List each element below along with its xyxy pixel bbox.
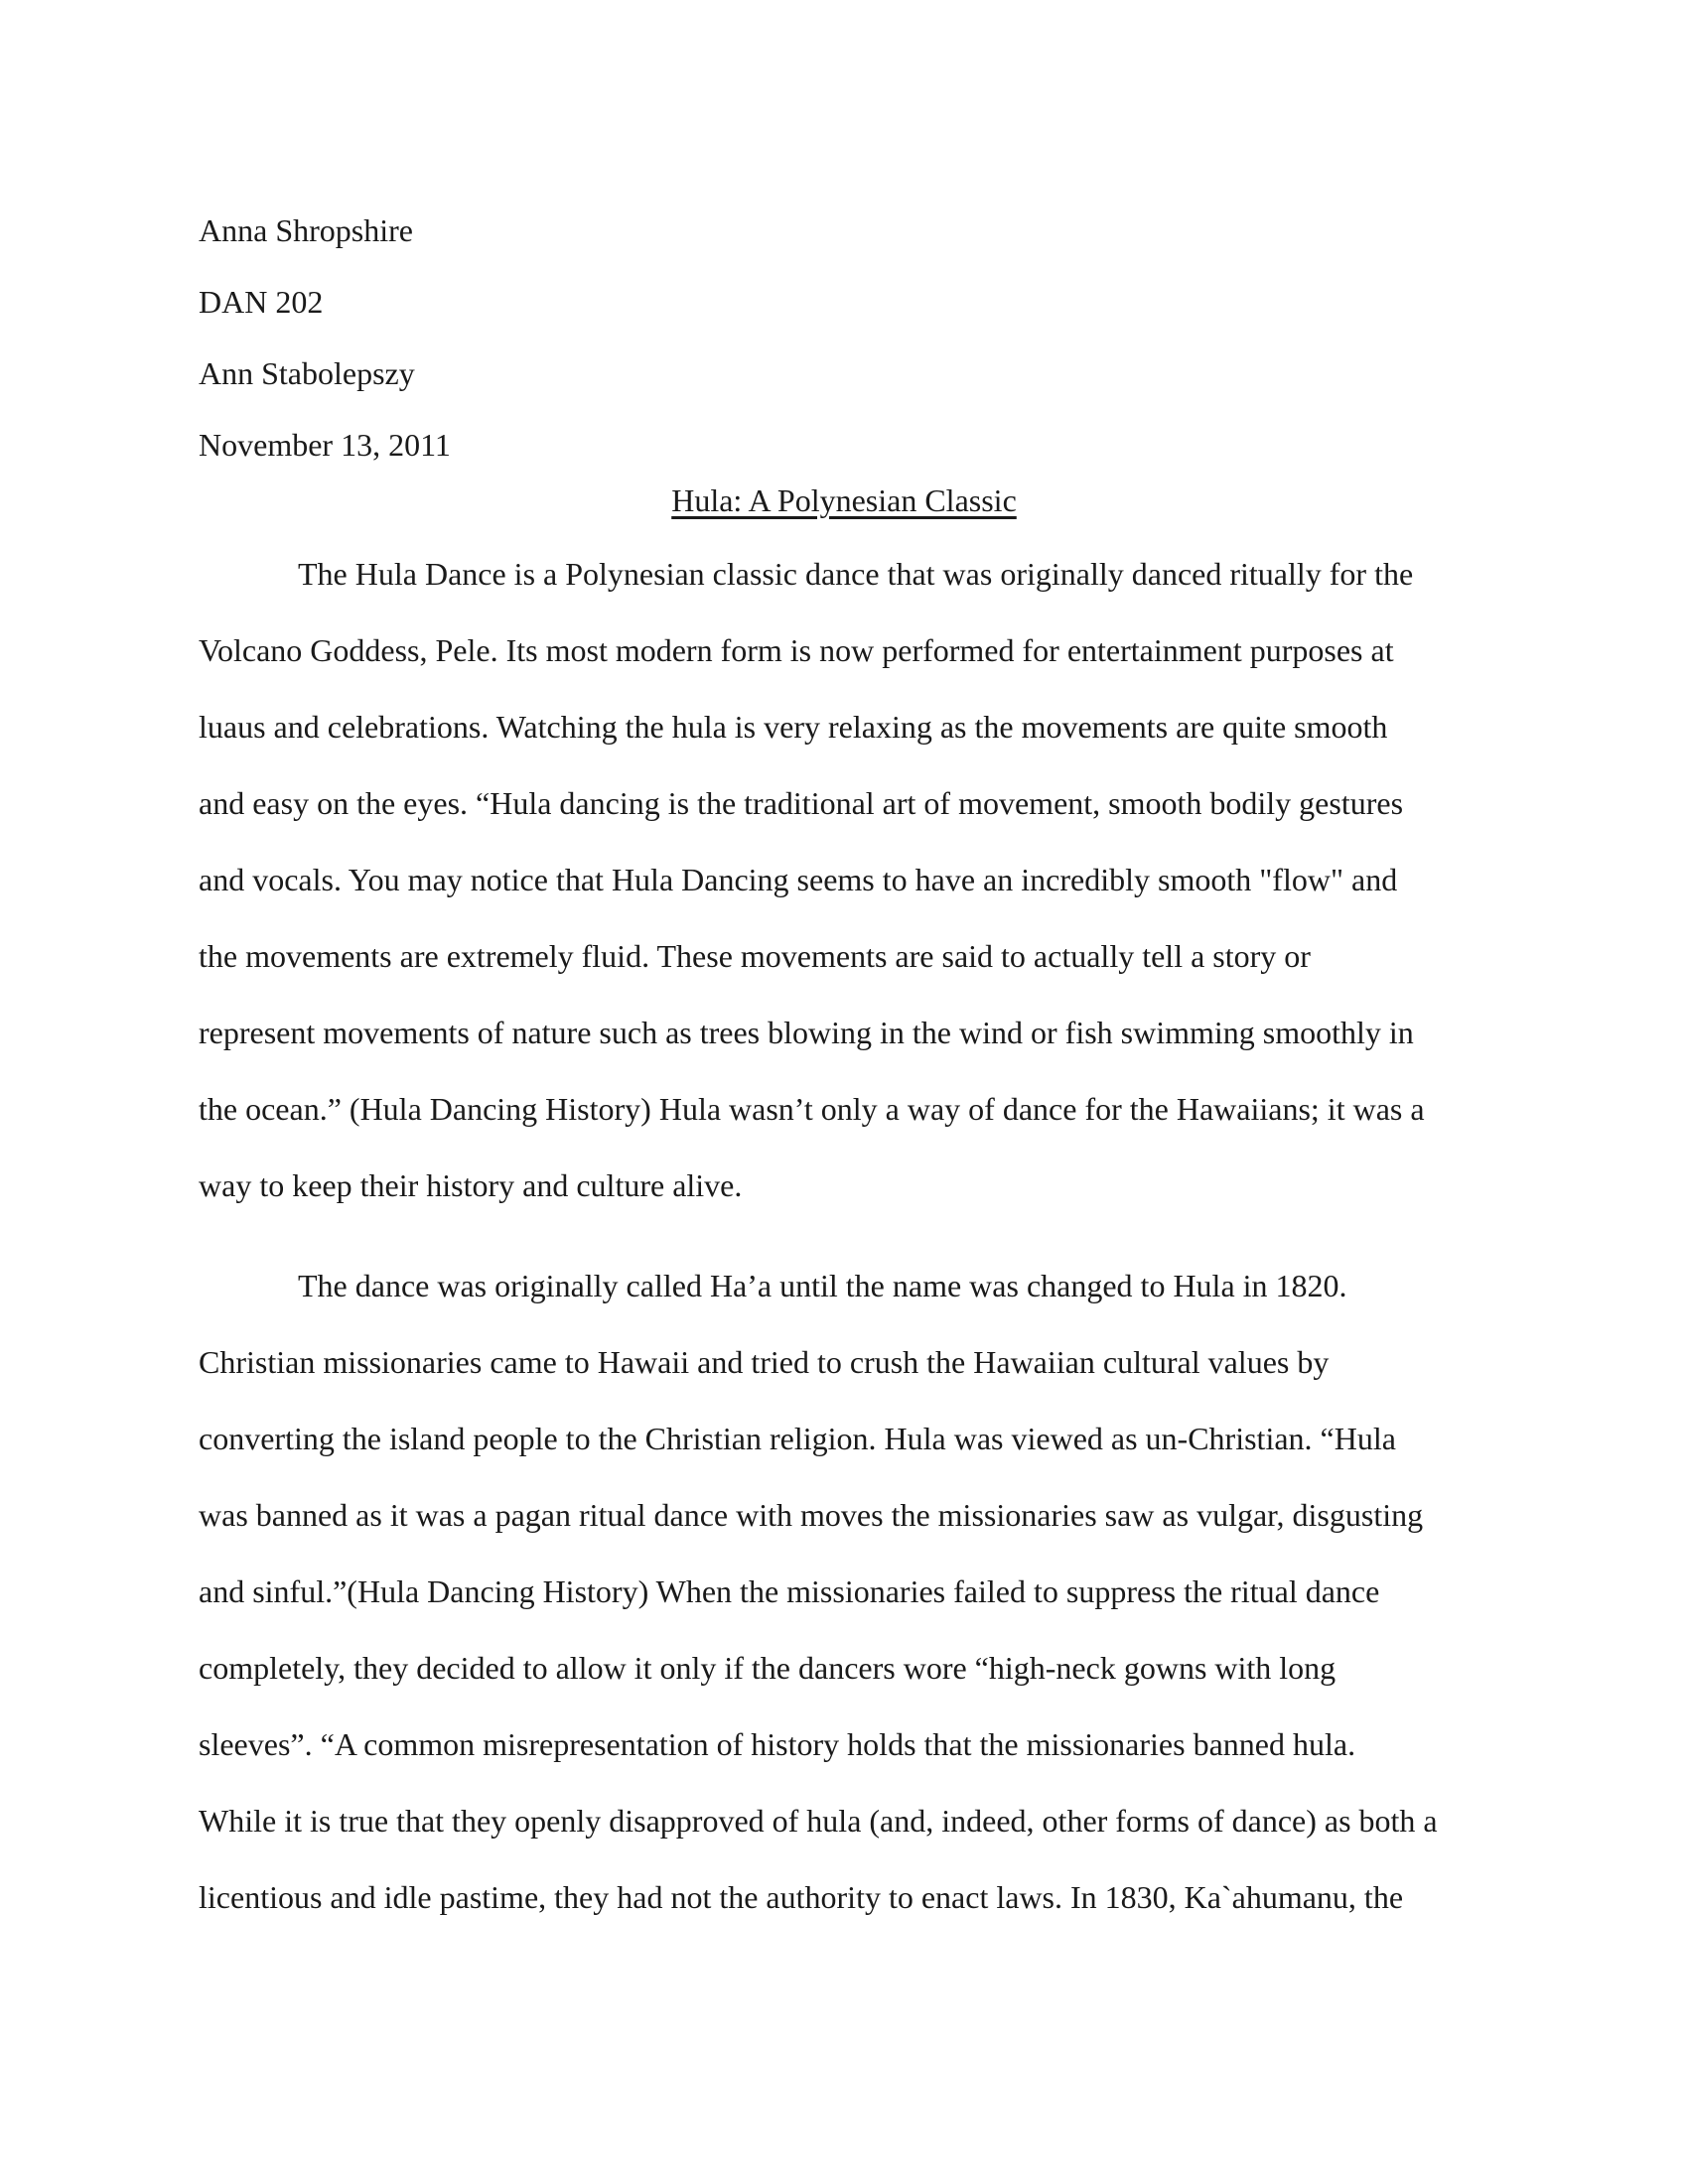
paragraph-line: sleeves”. “A common misrepresentation of history holds that the missionaries banned hula. (199, 1726, 1356, 1762)
paragraph-2 (199, 1248, 1499, 1936)
paragraph-line: Volcano Goddess, Pele. Its most modern form is now performed for entertainment purposes at (199, 632, 1394, 668)
paragraph-line: and easy on the eyes. “Hula dancing is the traditional art of movement, smooth bodily gestures (199, 785, 1404, 821)
paragraph-line: represent movements of nature such as trees blowing in the wind or fish swimming smoothly in (199, 1015, 1414, 1050)
paragraph-1 (199, 536, 1499, 1224)
paragraph-line: completely, they decided to allow it only if the dancers wore “high-neck gowns with long (199, 1650, 1336, 1686)
paragraph-line: While it is true that they openly disapproved of hula (and, indeed, other forms of dance) as both a (199, 1803, 1438, 1839)
paragraph-line: was banned as it was a pagan ritual dance with moves the missionaries saw as vulgar, disgusting (199, 1497, 1424, 1533)
paragraph-line: licentious and idle pastime, they had not the authority to enact laws. In 1830, Ka`ahumanu, the (199, 1879, 1404, 1915)
paragraph-line: The dance was originally called Ha’a until the name was changed to Hula in 1820. (298, 1268, 1347, 1303)
paragraph-line: the ocean.” (Hula Dancing History) Hula wasn’t only a way of dance for the Hawaiians; it was a (199, 1091, 1425, 1127)
heading-block (199, 195, 451, 480)
paragraph-line: converting the island people to the Christian religion. Hula was viewed as un-Christian. “Hula (199, 1421, 1396, 1456)
paragraph-line: Christian missionaries came to Hawaii and tried to crush the Hawaiian cultural values by (199, 1344, 1330, 1380)
author-name: Anna Shropshire (199, 212, 413, 248)
date: November 13, 2011 (199, 427, 451, 463)
paragraph-line: way to keep their history and culture alive. (199, 1167, 743, 1203)
paragraph-line: The Hula Dance is a Polynesian classic dance that was originally danced ritually for the (298, 556, 1414, 592)
paragraph-line: the movements are extremely fluid. These movements are said to actually tell a story or (199, 938, 1311, 974)
paragraph-line: and vocals. You may notice that Hula Dancing seems to have an incredibly smooth "flow" and (199, 862, 1398, 897)
course-code: DAN 202 (199, 284, 324, 320)
paragraph-line: luaus and celebrations. Watching the hula is very relaxing as the movements are quite smooth (199, 709, 1388, 745)
paragraph-line: and sinful.”(Hula Dancing History) When the missionaries failed to suppress the ritual dance (199, 1573, 1380, 1609)
essay-title: Hula: A Polynesian Classic (671, 482, 1017, 518)
instructor-name: Ann Stabolepszy (199, 355, 415, 391)
